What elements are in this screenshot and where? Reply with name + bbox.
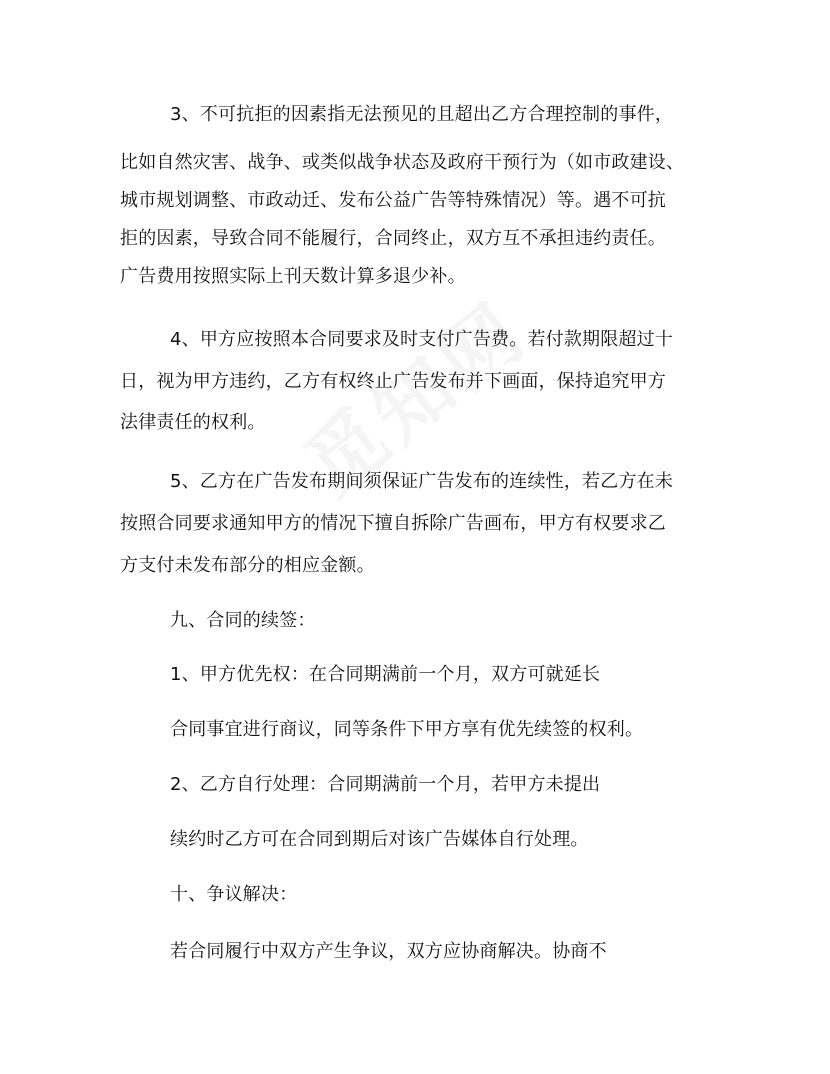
text-line: 日，视为甲方违约，乙方有权终止广告发布并下画面，保持追究甲方 (120, 371, 666, 392)
text-line: 3、不可抗拒的因素指无法预见的且超出乙方合理控制的事件， (170, 104, 674, 125)
watermark (278, 267, 581, 553)
text-line: 广告费用按照实际上刊天数计算多退少补。 (120, 266, 466, 287)
text-line: 2、乙方自行处理：合同期满前一个月，若甲方未提出 (170, 774, 601, 795)
text-line: 法律责任的权利。 (120, 412, 266, 433)
text-line: 拒的因素，导致合同不能履行，合同终止，双方互不承担违约责任。 (120, 228, 666, 249)
section-heading: 九、合同的续签： (170, 610, 316, 631)
text-line: 若合同履行中双方产生争议，双方应协商解决。协商不 (170, 941, 607, 962)
text-line: 按照合同要求通知甲方的情况下擅自拆除广告画布，甲方有权要求乙 (120, 513, 666, 534)
text-line: 比如自然灾害、战争、或类似战争状态及政府干预行为（如市政建设、 (120, 152, 685, 173)
text-line: 1、甲方优先权：在合同期满前一个月，双方可就延长 (170, 664, 601, 685)
text-line: 4、甲方应按照本合同要求及时支付广告费。若付款期限超过十 (170, 329, 674, 350)
text-line: 方支付未发布部分的相应金额。 (120, 555, 375, 576)
text-line: 合同事宜进行商议，同等条件下甲方享有优先续签的权利。 (170, 719, 644, 740)
section-heading: 十、争议解决： (170, 884, 298, 905)
text-line: 城市规划调整、市政动迁、发布公益广告等特殊情况）等。遇不可抗 (120, 190, 666, 211)
text-line: 续约时乙方可在合同到期后对该广告媒体自行处理。 (170, 829, 589, 850)
text-line: 5、乙方在广告发布期间须保证广告发布的连续性，若乙方在未 (170, 471, 674, 492)
